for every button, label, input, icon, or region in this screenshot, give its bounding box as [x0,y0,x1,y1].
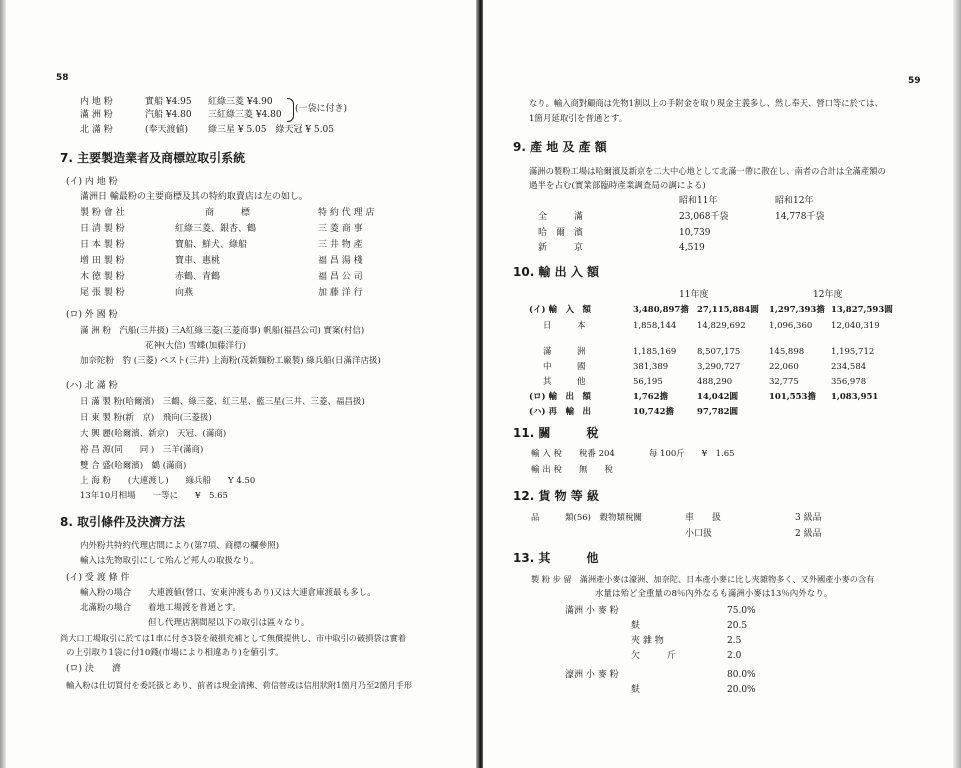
section-8a-label: (イ) 受 渡 條 件 [66,573,130,583]
year-header: 12年度 [813,290,843,300]
table-cell: 增 田 製 粉 [80,256,125,266]
trade-value: 3,480,897擔 [633,305,689,315]
section-10-title: 10. 輸 出 入 額 [513,265,599,279]
freight-class: 2 級品 [795,529,822,539]
price-product: 滿 洲 粉 [80,110,113,120]
section-7c-line: 雙 合 盛(哈爾濱) 鶴 (滿商) [80,461,187,471]
price-brand: 三紅綠三菱 ¥4.80 [208,110,282,120]
production-value: 10,739 [679,228,711,238]
page-number-right: 59 [908,76,921,86]
yield-item-value: 2.0 [727,651,742,661]
price-terms: (奉天渡値) [145,125,189,135]
price-brand: 紅綠三菱 ¥4.90 [208,97,273,107]
trade-value: 14,042圓 [697,392,739,402]
trade-value: 1,762擔 [633,392,669,402]
table-cell: 赤鶴、青鶴 [175,272,221,282]
section-7-title: 7. 主要製造業者及商標竝取引系統 [60,151,246,165]
price-terms: 汽船 ¥4.80 [145,110,192,120]
table-cell: 向燕 [175,288,194,298]
production-value: 23,068千袋 [679,212,729,222]
yield-item-value: 80.0% [727,670,756,680]
trade-row-label: 滿 洲 [543,347,586,357]
section-7b-line: 滿 洲 粉 汽船(三井扱) 三A紅綠三菱(三菱商事) 帆船(福昌公司) 實案(村信) [80,326,365,336]
trade-value: 22,060 [769,362,799,372]
trade-value: 1,096,360 [769,321,813,331]
trade-value: 1,185,169 [633,347,677,357]
year-header: 11年度 [679,290,709,300]
yield-item-value: 20.0% [727,685,756,695]
section-8a-line: 北滿粉の場合 着地工場渡を普通とす。 [80,603,241,613]
region-label: 新 京 [538,243,584,253]
table-cell: 木 徳 製 粉 [80,272,125,282]
section-8a-line: 尚大口工場取引に於ては1車に付き3袋を破損充補として無償提供し、市中取引の破損袋は實着 [60,633,407,643]
section-13-intro: 水量は殆ど全重量の8％內外なるも滿洲小麥は13％內外なり。 [595,589,833,599]
page-edge [0,0,6,768]
section-11-title: 11. 關 稅 [513,426,599,440]
yield-item-value: 75.0% [727,606,756,616]
section-9-intro: 滿洲の製粉工場は哈爾濱及新京を二大中心地として北滿一帶に散在し、南者の合計は全滿產額の [529,166,886,176]
trade-row-label: (ハ) 再 輸 出 [529,407,592,417]
trade-value: 13,827,593圓 [831,305,893,315]
section-7c-line: 13年10月相場 一等に ¥ 5.65 [80,491,228,501]
yield-group-label: 濠洲 小 麥 粉 [565,670,619,680]
table-cell: 三 菱 商 事 [318,224,363,234]
right-page [483,0,961,768]
trade-value: 101,553擔 [769,392,816,402]
section-7c-line: 大 興 麗(哈爾濱、新京) 天冠、(滿商) [80,429,227,439]
section-8a-line: の上引取り1袋に付10錢(市場により相違あり)を値引す。 [66,648,284,658]
table-cell: 加 藤 洋 行 [318,288,363,298]
section-8-title: 8. 取引條件及決濟方法 [60,515,186,529]
production-value: 14,778千袋 [775,212,825,222]
section-7b-label: (ロ) 外 國 粉 [66,310,118,320]
section-8-intro: 内外粉共特約代理店間により(第7項、商標の欄參照) [80,541,280,551]
region-label: 全 滿 [538,212,584,222]
yield-item-name: 夾 雜 物 [631,636,664,646]
freight-class: 小口扱 [685,529,713,539]
section-8b-line: 輸入粉は仕切買付を委託扱とあり、前者は現金清拂、荷信替或は信用狀附1箇月乃至2箇月手形 [66,680,413,690]
year-header: 昭和11年 [679,196,718,206]
region-label: 哈 爾 濱 [538,228,584,238]
price-note: (一袋に付き) [295,104,348,114]
trade-value: 1,858,144 [633,321,677,331]
section-7a-intro: 滿洲日 輸最粉の主要商標及其の特約取賣店は左の如し。 [80,192,308,202]
trade-value: 234,584 [831,362,867,372]
yield-item-name: 麩 [631,621,641,631]
trade-value: 488,290 [697,377,733,387]
trade-value: 32,775 [769,377,799,387]
section-7c-line: 裕 昌 源(同 同 ) 三羊(滿商) [80,445,204,455]
trade-row-label: 中 國 [543,362,586,372]
freight-class: 3 級品 [795,513,822,523]
table-cell: 日 清 製 粉 [80,224,125,234]
section-8b-label: (ロ) 決 濟 [66,664,121,674]
page-number-left: 58 [56,73,69,83]
section-7c-line: 日 滿 製 粉(哈爾濱) 三鶴、綠三菱、紅三星、藍三星(三井、三菱、福昌扱) [80,397,365,407]
price-product: 内 地 粉 [80,97,113,107]
price-brace [287,98,294,122]
trade-value: 356,978 [831,377,867,387]
year-header: 昭和12年 [775,196,814,206]
price-brand: 綠三星 ¥ 5.05 綠天冠 ¥ 5.05 [208,125,334,135]
trade-value: 145,898 [769,347,805,357]
left-page [0,0,478,768]
trade-value: 8,507,175 [697,347,741,357]
table-cell: 福 昌 公 司 [318,272,363,282]
section-8a-line: 但し代理店割間屋以下の取引は區々なり。 [148,618,310,628]
section-8-intro: 輸入は先物取引にして殆んど邦人の取扱なり。 [80,556,259,566]
trade-value: 56,195 [633,377,663,387]
table-cell: 紅綠三菱、銀杏、鶴 [175,224,257,234]
section-7c-line: 日 東 製 粉(新 京) 飛向(三菱扱) [80,413,212,423]
section-7b-line: 花神(大信) 雪蝶(加藤洋行) [145,341,246,351]
trade-value: 1,297,393擔 [769,305,825,315]
section-12-title: 12. 貨 物 等 級 [513,489,599,503]
freight-class: 品 類(56) 穀物類稅關 [531,513,642,523]
trade-row-label: 日 本 [543,321,586,331]
trade-value: 381,389 [633,362,669,372]
section-9-title: 9. 產 地 及 產 額 [513,140,607,154]
trade-row-label: 其 他 [543,377,586,387]
trade-value: 1,083,951 [831,392,879,402]
table-header: 製 粉 會 社 [80,208,125,218]
continued-text: 1箇月延取引を普通とす。 [529,114,628,124]
trade-value: 27,115,884圓 [697,305,759,315]
trade-value: 10,742擔 [633,407,675,417]
price-product: 北 滿 粉 [80,125,113,135]
trade-row-label: (ロ) 輸 出 額 [529,392,592,402]
yield-group-label: 滿洲 小 麥 粉 [565,606,619,616]
section-13-intro: 製 粉 步 留 滿洲產小麥は濠洲、加奈陀、日本產小麥に比し夾雜物多く、又外國產小麥の含有 [531,574,875,584]
trade-value: 12,040,319 [831,321,880,331]
table-cell: 三 井 物 產 [318,240,363,250]
tariff-line: 輸 出 稅 無 稅 [531,465,613,475]
yield-item-name: 欠 斤 [631,651,677,661]
trade-value: 1,195,712 [831,347,875,357]
production-value: 4,519 [679,243,705,253]
section-7c-label: (ハ) 北 滿 粉 [66,381,118,391]
yield-item-name: 麩 [631,685,641,695]
table-cell: 日 本 製 粉 [80,240,125,250]
table-cell: 寶車、惠桃 [175,256,221,266]
table-cell: 福 昌 湯 棧 [318,256,363,266]
yield-item-value: 20.5 [727,621,748,631]
trade-row-label: (イ) 輸 入 額 [529,305,592,315]
section-9-intro: 過半を占む(實業部臨時產業調查局の調による) [529,181,706,191]
page-edge [953,0,961,768]
table-cell: 寶船、鮮犬、綠船 [175,240,248,250]
section-13-title: 13. 其 他 [513,551,599,565]
trade-value: 3,290,727 [697,362,741,372]
tariff-line: 輸 入 稅 稅番 204 每 100斤 ¥ 1.65 [531,449,735,459]
table-header: 商 標 [205,208,251,218]
section-7c-line: 上 海 粉 (大連渡し) 綠兵船 Y 4.50 [80,476,256,486]
section-7b-line: 加奈陀粉 豹 (三菱) ペスト(三井) 上海粉(茂新麵粉工廠製) 綠兵船(日滿洋店扱) [80,356,381,366]
trade-value: 14,829,692 [697,321,746,331]
table-header: 特 約 代 理 店 [318,208,375,218]
section-8a-line: 輸入粉の場合 大連渡値(營口、安東沖渡もあり)又は大連倉庫渡最も多し。 [80,588,376,598]
continued-text: なり。輸入商對顧商は先物1割以上の手附金を取り現金主義多し、然し奉天、營口等に於ては、 [529,98,883,108]
trade-value: 97,782圓 [697,407,739,417]
yield-item-value: 2.5 [727,636,742,646]
section-7a-label: (イ) 内 地 粉 [66,177,118,187]
freight-class: 車 扱 [685,513,722,523]
table-cell: 尾 張 製 粉 [80,288,125,298]
price-terms: 實船 ¥4.95 [145,97,192,107]
